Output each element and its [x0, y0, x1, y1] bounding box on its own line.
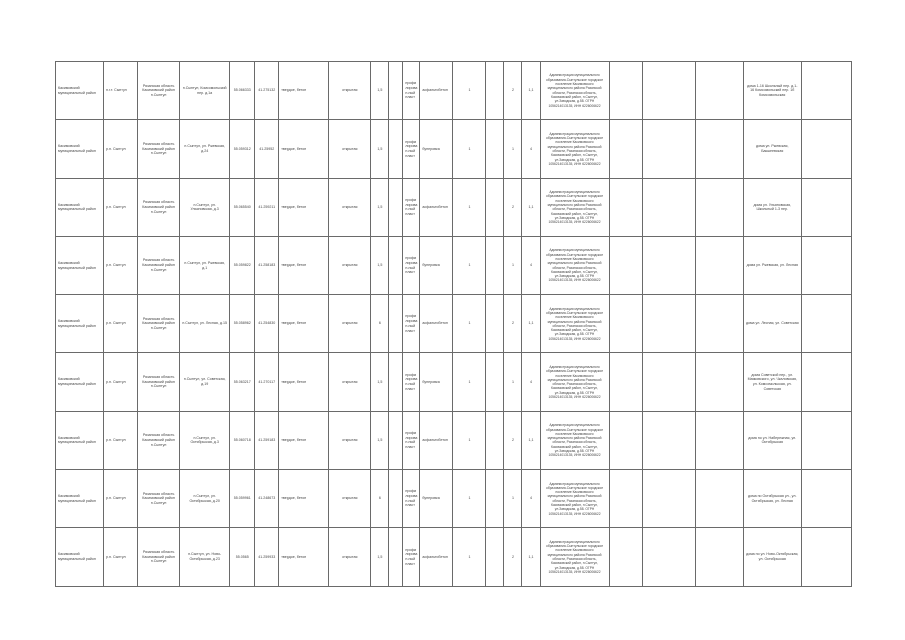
cell-settlement: р.п. Сынтул [104, 411, 138, 469]
empty-cell [801, 528, 851, 586]
cell-owner: Администрация муниципального образования-Сынтульское городское поселение Касимовского муниципального района Рязанской области, Рязанская область, Касимовский район, п.Сынтул, ул.Заводская, д.58. ОГРН 1056214013135, ИНН 6226006622 [540, 528, 609, 586]
cell-lat: 55.059312 [230, 120, 255, 178]
cell-coverage: асфальтобетон [420, 528, 453, 586]
cell-address-street: п.Сынтул, ул. Лесная, д.15 [180, 295, 230, 353]
cell-coverage: асфальтобетон [420, 295, 453, 353]
empty-cell [695, 120, 743, 178]
cell-served: дома ул. Ржевская, ул. Лесная [743, 236, 801, 294]
cell-type: открытая [329, 528, 371, 586]
cell-served: дома ул. Лесная, ул. Советская [743, 295, 801, 353]
cell-owner: Администрация муниципального образования-Сынтульское городское поселение Касимовского муниципального района Рязанской области, Рязанская область, Касимовский район, п.Сынтул, ул.Заводская, д.58. ОГРН 1056214013135, ИНН 6226006622 [540, 353, 609, 411]
cell-owner: Администрация муниципального образования-Сынтульское городское поселение Касимовского муниципального района Рязанской области, Рязанская область, Касимовский район, п.Сынтул, ул.Заводская, д.58. ОГРН 1056214013135, ИНН 6226006622 [540, 295, 609, 353]
cell-served: дома ул. Ульяновская, Школьный 1-3 пер. [743, 178, 801, 236]
empty-cell [486, 528, 504, 586]
cell-address-street: п.Сынтул, ул. Октябрьская, д.20 [180, 470, 230, 528]
cell-type: открытая [329, 295, 371, 353]
cell-lon: 41.259933 [255, 528, 279, 586]
cell-address-region: Рязанская область Касимовский район п.Сынтул [138, 295, 180, 353]
cell-district: Касимовский муниципальный район [56, 353, 104, 411]
cell-served: дома по ул. Набережная, ул. Октябрьская [743, 411, 801, 469]
cell-lat: 55.058962 [230, 295, 255, 353]
cell-volume: 4 [522, 120, 540, 178]
cell-area: 1,5 [371, 528, 389, 586]
empty-cell [642, 470, 695, 528]
cell-type: открытая [329, 411, 371, 469]
cell-area: 1,5 [371, 353, 389, 411]
cell-lon: 41.270117 [255, 353, 279, 411]
cell-address-region: Рязанская область Касимовский район п.Сынтул [138, 470, 180, 528]
cell-settlement: р.п. Сынтул [104, 528, 138, 586]
cell-served: дома 1-16 Школьный пер. д.1-16 Комсомольский пер. 1б Комсомольская [743, 62, 801, 120]
cell-usage: профилирован-ный пласт [403, 470, 420, 528]
empty-cell [642, 62, 695, 120]
cell-usage: профилирован-ный пласт [403, 62, 420, 120]
empty-cell [642, 528, 695, 586]
cell-lon: 41.259211 [255, 178, 279, 236]
cell-coverage: бунеровка [420, 236, 453, 294]
cell-count: 2 [504, 528, 522, 586]
empty-cell [695, 353, 743, 411]
cell-surface: твердое, бетон [279, 470, 329, 528]
empty-cell [695, 411, 743, 469]
empty-cell [389, 236, 403, 294]
cell-settlement: р.п. Сынтул [104, 295, 138, 353]
empty-cell [642, 295, 695, 353]
cell-usage: профилирован-ный пласт [403, 528, 420, 586]
cell-owner: Администрация муниципального образования-Сынтульское городское поселение Касимовского муниципального района Рязанской области, Рязанская область, Касимовский район, п.Сынтул, ул.Заводская, д.58. ОГРН 1056214013135, ИНН 6226006622 [540, 178, 609, 236]
cell-type: открытая [329, 178, 371, 236]
cell-reserve: 1 [453, 411, 486, 469]
cell-area: 1,5 [371, 120, 389, 178]
cell-district: Касимовский муниципальный район [56, 528, 104, 586]
empty-cell [695, 178, 743, 236]
cell-owner: Администрация муниципального образования-Сынтульское городское поселение Касимовского муниципального района Рязанской области, Рязанская область, Касимовский район, п.Сынтул, ул.Заводская, д.58. ОГРН 1056214013135, ИНН 6226006622 [540, 470, 609, 528]
cell-coverage: асфальтобетон [420, 62, 453, 120]
cell-count: 2 [504, 411, 522, 469]
cell-volume: 1,1 [522, 528, 540, 586]
empty-cell [642, 353, 695, 411]
table-row [56, 470, 852, 528]
cell-lat: 55.059961 [230, 470, 255, 528]
empty-cell [609, 528, 642, 586]
cell-type: открытая [329, 353, 371, 411]
cell-area: 6 [371, 295, 389, 353]
cell-count: 1 [504, 236, 522, 294]
container-sites-table [55, 61, 852, 587]
cell-address-region: Рязанская область Касимовский район п.Сынтул [138, 178, 180, 236]
table-row [56, 528, 852, 586]
cell-reserve: 1 [453, 62, 486, 120]
cell-lat: 55.065540 [230, 178, 255, 236]
cell-type: открытая [329, 236, 371, 294]
cell-address-region: Рязанская область Касимовский район п.Сынтул [138, 353, 180, 411]
table-row [56, 236, 852, 294]
empty-cell [609, 295, 642, 353]
cell-lat: 55.063217 [230, 353, 255, 411]
cell-settlement: р.п. Сынтул [104, 470, 138, 528]
cell-lat: 55.060718 [230, 411, 255, 469]
empty-cell [486, 353, 504, 411]
cell-lat: 55.0565 [230, 528, 255, 586]
empty-cell [389, 178, 403, 236]
cell-usage: профилирован-ный пласт [403, 178, 420, 236]
cell-reserve: 1 [453, 295, 486, 353]
empty-cell [609, 178, 642, 236]
cell-owner: Администрация муниципального образования-Сынтульское городское поселение Касимовского муниципального района Рязанской области, Рязанская область, Касимовский район, п.Сынтул, ул.Заводская, д.58. ОГРН 1056214013135, ИНН 6226006622 [540, 411, 609, 469]
cell-reserve: 1 [453, 120, 486, 178]
cell-lon: 41.258183 [255, 236, 279, 294]
cell-surface: твердое, бетон [279, 295, 329, 353]
cell-address-region: Рязанская область Касимовский район п.Сынтул [138, 411, 180, 469]
empty-cell [801, 470, 851, 528]
empty-cell [642, 178, 695, 236]
empty-cell [642, 236, 695, 294]
empty-cell [486, 295, 504, 353]
cell-address-street: п.Сынтул, ул. Ржевская, д.1 [180, 236, 230, 294]
cell-volume: 1,1 [522, 62, 540, 120]
empty-cell [486, 236, 504, 294]
empty-cell [642, 411, 695, 469]
cell-surface: твердое, бетон [279, 120, 329, 178]
cell-settlement: п.г.т. Сынтул [104, 62, 138, 120]
empty-cell [609, 62, 642, 120]
cell-owner: Администрация муниципального образования-Сынтульское городское поселение Касимовского муниципального района Рязанской области, Рязанская область, Касимовский район, п.Сынтул, ул.Заводская, д.58. ОГРН 1056214013135, ИНН 6226006622 [540, 120, 609, 178]
cell-served: дома ул. Ржевская, Бакшеевская [743, 120, 801, 178]
table-row [56, 353, 852, 411]
empty-cell [801, 178, 851, 236]
empty-cell [609, 411, 642, 469]
empty-cell [486, 120, 504, 178]
cell-district: Касимовский муниципальный район [56, 62, 104, 120]
cell-address-street: п.Сынтул, ул. Советская, д.19 [180, 353, 230, 411]
cell-lon: 41.248673 [255, 470, 279, 528]
cell-address-street: п.Сынтул, Комсомольский пер. д.1а [180, 62, 230, 120]
cell-count: 1 [504, 470, 522, 528]
empty-cell [486, 411, 504, 469]
empty-cell [389, 411, 403, 469]
cell-settlement: р.п. Сынтул [104, 120, 138, 178]
cell-address-street: п.Сынтул, ул. Ульяновская, д.3 [180, 178, 230, 236]
empty-cell [609, 236, 642, 294]
cell-count: 1 [504, 120, 522, 178]
empty-cell [642, 120, 695, 178]
cell-lat: 55.066333 [230, 62, 255, 120]
cell-served: дома Советской пер., ул. Маяковского, ул. Чкаловская, ул. Комсомольская, ул. Советская [743, 353, 801, 411]
cell-area: 1,5 [371, 178, 389, 236]
table-row [56, 178, 852, 236]
cell-type: открытая [329, 470, 371, 528]
cell-address-region: Рязанская область Касимовский район п.Сынтул [138, 236, 180, 294]
cell-coverage: бунеровка [420, 470, 453, 528]
cell-lon: 41.25952 [255, 120, 279, 178]
cell-district: Касимовский муниципальный район [56, 295, 104, 353]
empty-cell [801, 295, 851, 353]
empty-cell [801, 62, 851, 120]
cell-count: 2 [504, 178, 522, 236]
cell-area: 6 [371, 470, 389, 528]
cell-area: 1,5 [371, 236, 389, 294]
empty-cell [695, 528, 743, 586]
cell-area: 1,5 [371, 411, 389, 469]
cell-volume: 1,1 [522, 295, 540, 353]
table-row [56, 295, 852, 353]
empty-cell [389, 353, 403, 411]
cell-owner: Администрация муниципального образования-Сынтульское городское поселение Касимовского муниципального района Рязанской области, Рязанская область, Касимовский район, п.Сынтул, ул.Заводская, д.58. ОГРН 1056214013135, ИНН 6226006622 [540, 62, 609, 120]
cell-surface: твердое, бетон [279, 236, 329, 294]
cell-volume: 4 [522, 470, 540, 528]
cell-count: 2 [504, 62, 522, 120]
empty-cell [389, 62, 403, 120]
empty-cell [486, 470, 504, 528]
empty-cell [389, 470, 403, 528]
empty-cell [695, 295, 743, 353]
cell-lon: 41.259183 [255, 411, 279, 469]
cell-surface: твердое, бетон [279, 62, 329, 120]
cell-district: Касимовский муниципальный район [56, 236, 104, 294]
cell-volume: 4 [522, 353, 540, 411]
cell-lon: 41.275132 [255, 62, 279, 120]
cell-reserve: 1 [453, 178, 486, 236]
cell-coverage: бунеровка [420, 353, 453, 411]
empty-cell [801, 120, 851, 178]
cell-surface: твердое, бетон [279, 411, 329, 469]
cell-usage: профилирован-ный пласт [403, 411, 420, 469]
cell-volume: 1,1 [522, 178, 540, 236]
cell-coverage: асфальтобетон [420, 178, 453, 236]
cell-served: дома по ул. Ново-Октябрьская, ул. Октябрьская [743, 528, 801, 586]
cell-surface: твердое, бетон [279, 528, 329, 586]
empty-cell [609, 353, 642, 411]
cell-district: Касимовский муниципальный район [56, 411, 104, 469]
empty-cell [389, 120, 403, 178]
cell-address-region: Рязанская область Касимовский район п.Сынтул [138, 120, 180, 178]
cell-reserve: 1 [453, 528, 486, 586]
cell-usage: профилирован-ный пласт [403, 295, 420, 353]
cell-settlement: р.п. Сынтул [104, 353, 138, 411]
empty-cell [389, 295, 403, 353]
cell-volume: 1,1 [522, 411, 540, 469]
cell-served: дома по Октябрьская ул., ул. Октябрьская, ул. Лесная [743, 470, 801, 528]
cell-type: открытая [329, 62, 371, 120]
cell-lat: 55.059822 [230, 236, 255, 294]
cell-district: Касимовский муниципальный район [56, 470, 104, 528]
cell-count: 1 [504, 353, 522, 411]
cell-type: открытая [329, 120, 371, 178]
cell-volume: 4 [522, 236, 540, 294]
cell-surface: твердое, бетон [279, 353, 329, 411]
empty-cell [801, 236, 851, 294]
table-row [56, 62, 852, 120]
cell-district: Касимовский муниципальный район [56, 178, 104, 236]
cell-reserve: 1 [453, 236, 486, 294]
table-row [56, 120, 852, 178]
cell-address-region: Рязанская область Касимовский район п.Сынтул [138, 62, 180, 120]
cell-address-street: п.Сынтул, ул. Ново-Октябрьская, д.23 [180, 528, 230, 586]
cell-usage: профилирован-ный пласт [403, 353, 420, 411]
cell-owner: Администрация муниципального образования-Сынтульское городское поселение Касимовского муниципального района Рязанской области, Рязанская область, Касимовский район, п.Сынтул, ул.Заводская, д.58. ОГРН 1056214013135, ИНН 6226006622 [540, 236, 609, 294]
cell-reserve: 1 [453, 470, 486, 528]
cell-address-region: Рязанская область Касимовский район п.Сынтул [138, 528, 180, 586]
empty-cell [609, 120, 642, 178]
cell-area: 1,5 [371, 62, 389, 120]
empty-cell [695, 62, 743, 120]
empty-cell [389, 528, 403, 586]
cell-coverage: бунеровка [420, 120, 453, 178]
empty-cell [801, 353, 851, 411]
cell-district: Касимовский муниципальный район [56, 120, 104, 178]
empty-cell [609, 470, 642, 528]
cell-count: 2 [504, 295, 522, 353]
cell-settlement: р.п. Сынтул [104, 178, 138, 236]
empty-cell [695, 470, 743, 528]
cell-address-street: п.Сынтул, ул. Ржевская, д.24 [180, 120, 230, 178]
cell-usage: профилирован-ный пласт [403, 120, 420, 178]
cell-usage: профилирован-ный пласт [403, 236, 420, 294]
cell-coverage: асфальтобетон [420, 411, 453, 469]
empty-cell [486, 178, 504, 236]
cell-settlement: р.п. Сынтул [104, 236, 138, 294]
empty-cell [695, 236, 743, 294]
cell-address-street: п.Сынтул, ул. Октябрьская, д.3 [180, 411, 230, 469]
cell-lon: 41.254830 [255, 295, 279, 353]
empty-cell [801, 411, 851, 469]
empty-cell [486, 62, 504, 120]
cell-surface: твердое, бетон [279, 178, 329, 236]
cell-reserve: 1 [453, 353, 486, 411]
table-row [56, 411, 852, 469]
